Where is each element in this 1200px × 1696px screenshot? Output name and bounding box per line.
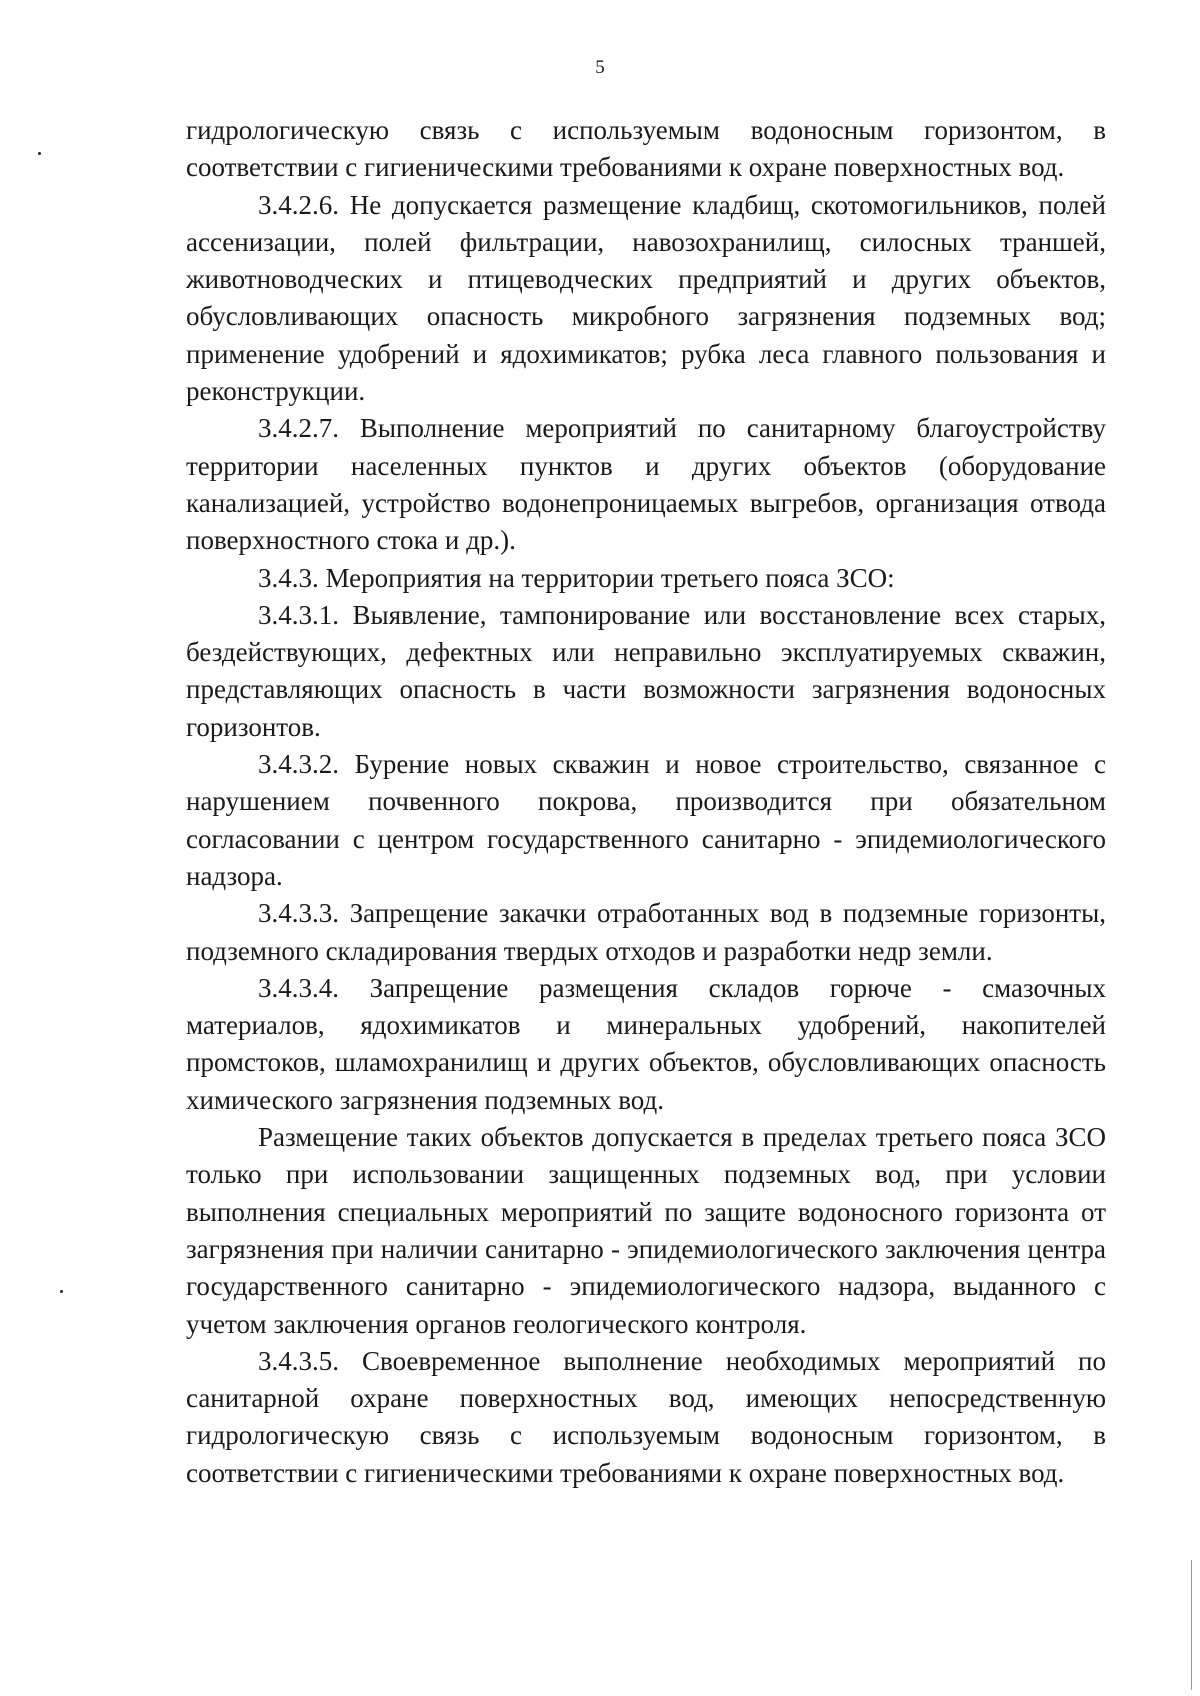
paragraph-3-4-3-5: 3.4.3.5. Своевременное выполнение необходимых мероприятий по санитарной охране поверхностных вод, имеющих непосредственную гидрологическую связь с используемым водоносным горизонтом, в соответствии с гигиеническими требованиями к охране поверхностных вод.	[186, 1345, 1106, 1488]
paragraph-3-4-2-6: 3.4.2.6. Не допускается размещение кладбищ, скотомогильников, полей ассенизации, полей фильтрации, навозохранилищ, силосных траншей, животноводческих и птицеводческих предприятий и других объектов, обусловливающих опасность микробного загрязнения подземных вод; применение удобрений и ядохимикатов; рубка леса главного пользования и реконструкции.	[186, 189, 1106, 407]
scan-speck	[60, 1290, 63, 1293]
document-body	[186, 112, 1106, 1492]
paragraph-3-4-3-3: 3.4.3.3. Запрещение закачки отработанных вод в подземные горизонты, подземного складирования твердых отходов и разработки недр земли.	[186, 898, 1106, 966]
scan-speck	[38, 152, 41, 155]
page-number: 5	[595, 57, 605, 78]
scan-edge-line	[1191, 1560, 1192, 1690]
paragraph-3-4-2-7: 3.4.2.7. Выполнение мероприятий по санитарному благоустройству территории населенных пунктов и других объектов (оборудование канализацией, устройство водонепроницаемых выгребов, организация отвода поверхностного стока и др.).	[186, 413, 1106, 556]
paragraph-3-4-3-1: 3.4.3.1. Выявление, тампонирование или восстановление всех старых, бездействующих, дефектных или неправильно эксплуатируемых скважин, представляющих опасность в части возможности загрязнения водоносных горизонтов.	[186, 599, 1106, 742]
paragraph-3-4-3-4: 3.4.3.4. Запрещение размещения складов горюче - смазочных материалов, ядохимикатов и минеральных удобрений, накопителей промстоков, шламохранилищ и других объектов, обусловливающих опасность химического загрязнения подземных вод.	[186, 972, 1106, 1115]
paragraph-placement-conditions: Размещение таких объектов допускается в пределах третьего пояса ЗСО только при использовании защищенных подземных вод, при условии выполнения специальных мероприятий по защите водоносного горизонта от загрязнения при наличии санитарно - эпидемиологического заключения центра государственного санитарно - эпидемиологического надзора, выданного с учетом заключения органов геологического контроля.	[186, 1122, 1106, 1339]
paragraph-continuation: гидрологическую связь с используемым водоносным горизонтом, в соответствии с гигиеническими требованиями к охране поверхностных вод.	[186, 115, 1106, 183]
paragraph-3-4-3: 3.4.3. Мероприятия на территории третьего пояса ЗСО:	[258, 562, 895, 593]
paragraph-3-4-3-2: 3.4.3.2. Бурение новых скважин и новое строительство, связанное с нарушением почвенного покрова, производится при обязательном согласовании с центром государственного санитарно - эпидемиологического надзора.	[186, 749, 1106, 891]
